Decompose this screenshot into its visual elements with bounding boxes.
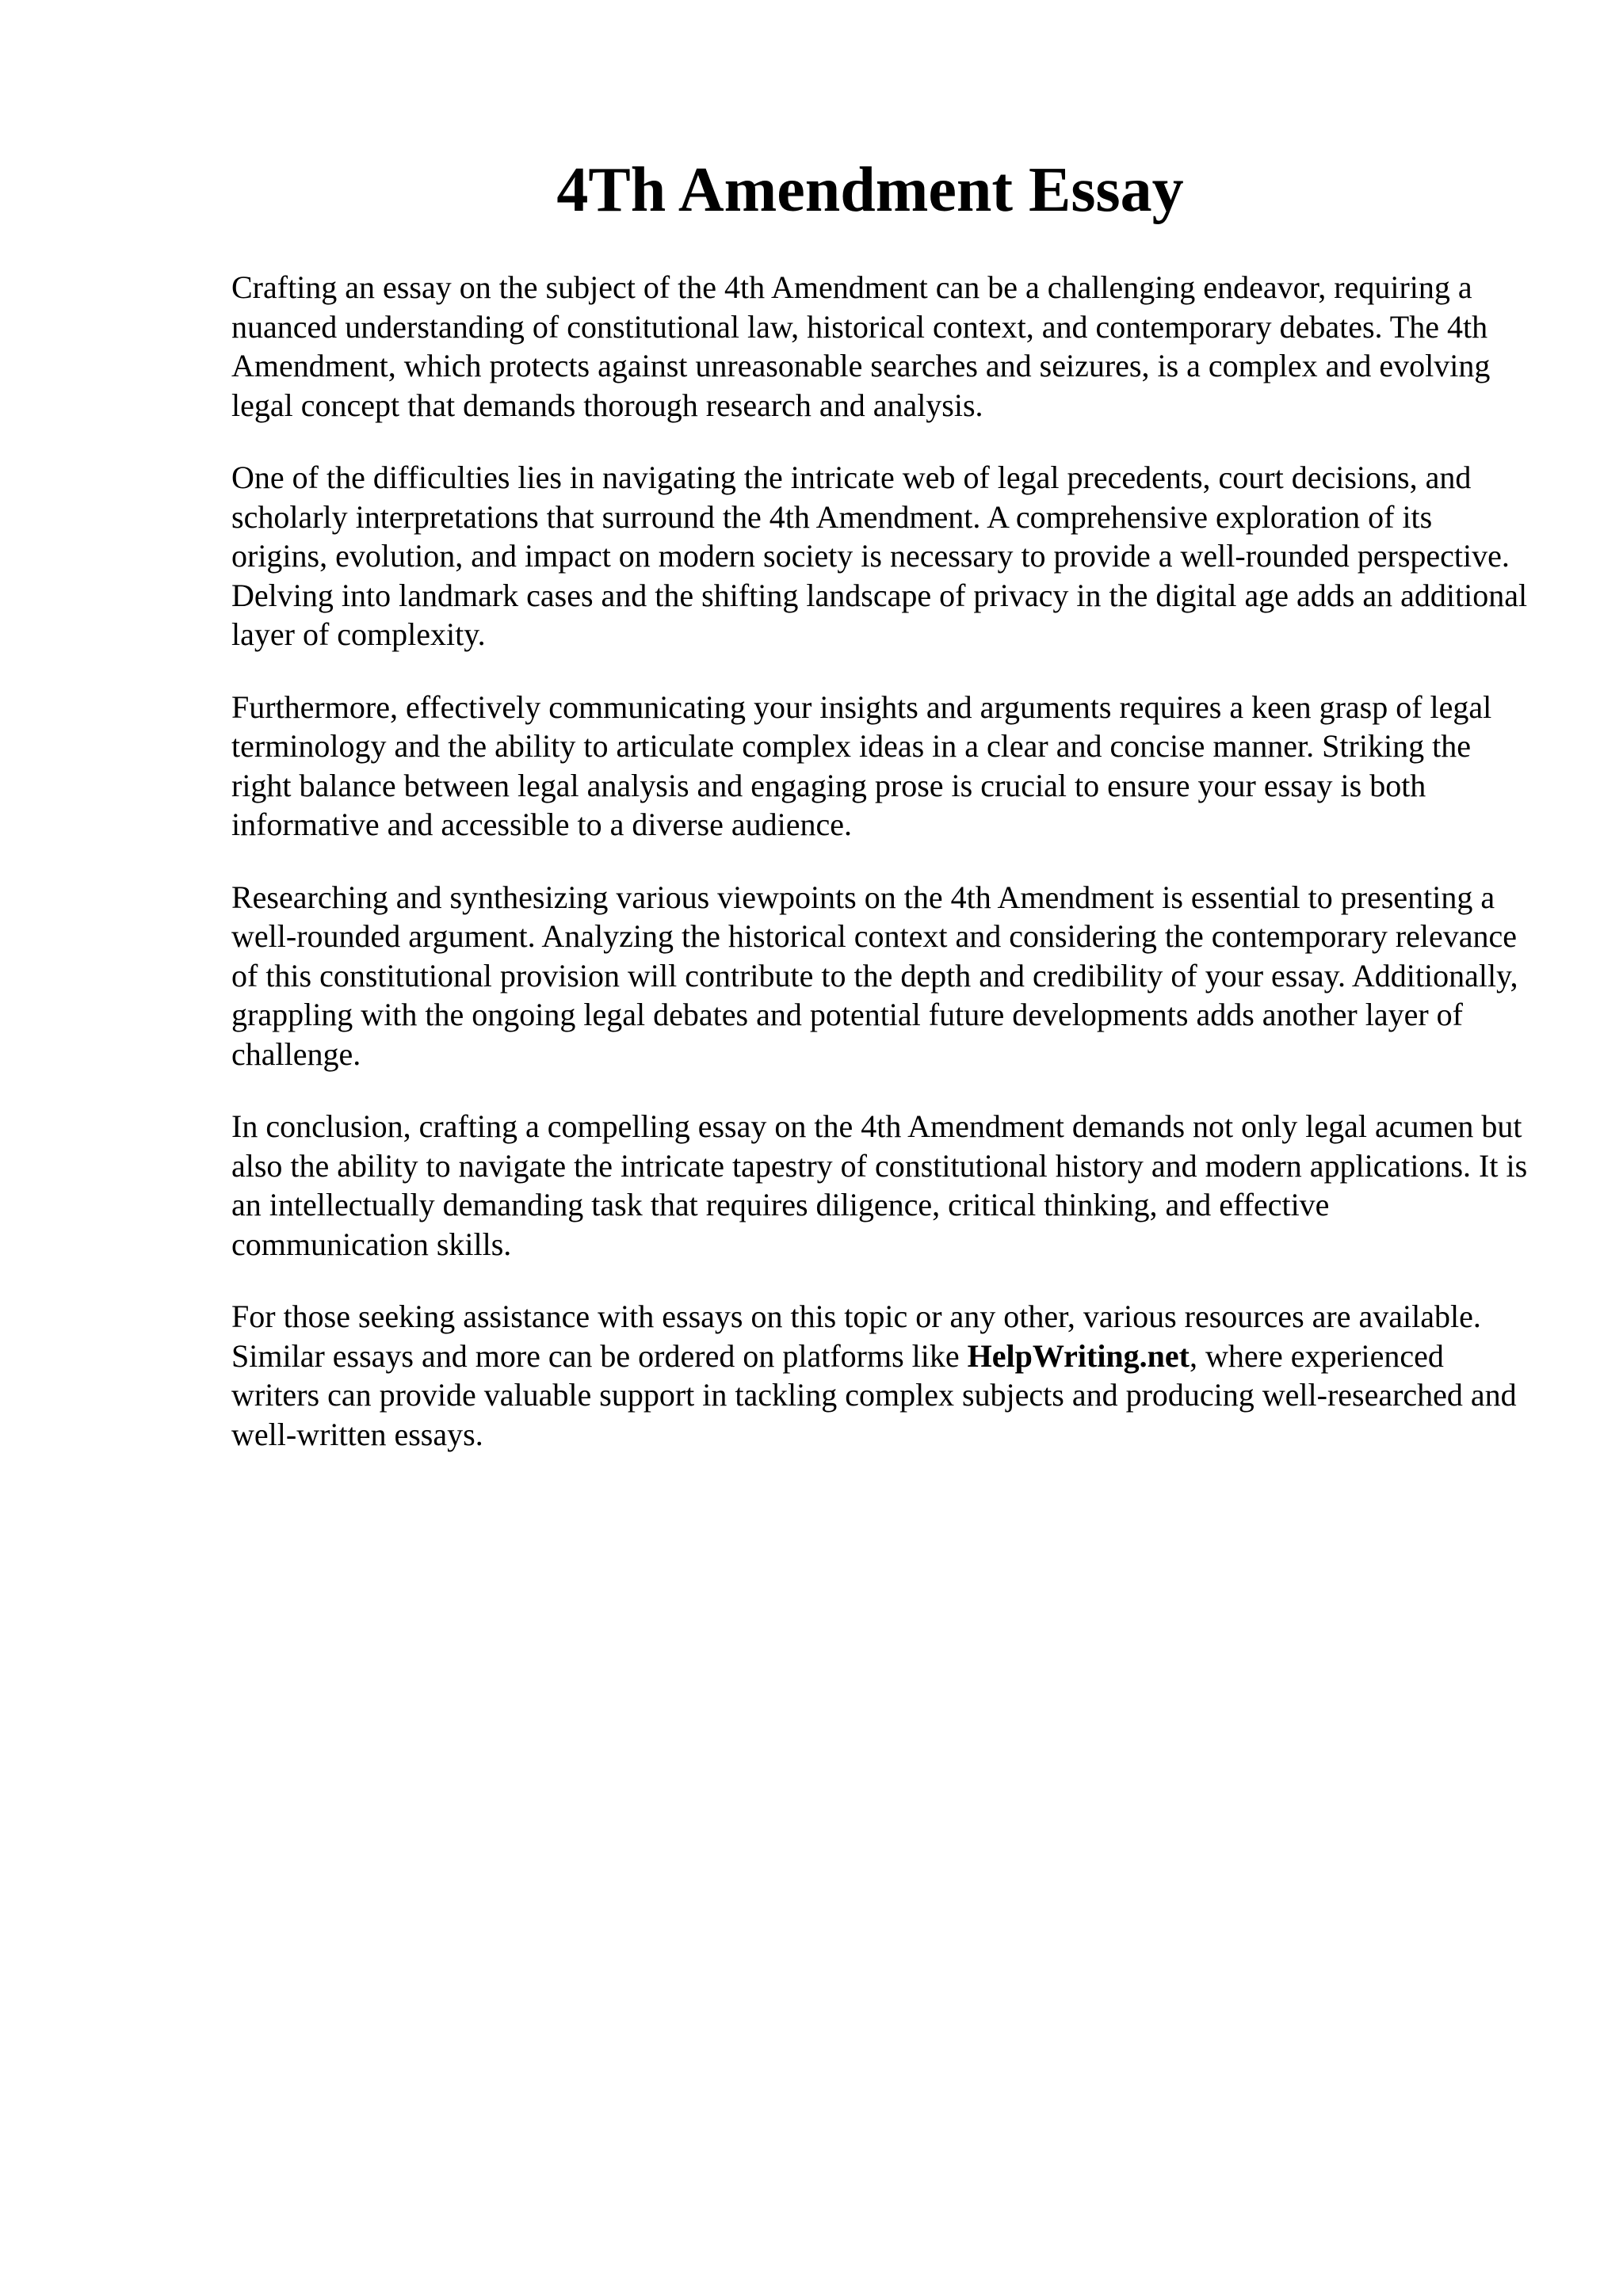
essay-body: [231, 268, 1531, 1487]
paragraph-5: In conclusion, crafting a compelling essay on the 4th Amendment demands not only legal acumen but also the ability to navigate the intricate tapestry of constitutional history and modern applications. It is an intellectually demanding task that requires diligence, critical thinking, and effective communication skills.: [231, 1108, 1528, 1262]
paragraph-6: [231, 1297, 1531, 1454]
paragraph-2: One of the difficulties lies in navigating the intricate web of legal precedents, court decisions, and scholarly interpretations that surround the 4th Amendment. A comprehensive exploration of its origins, evolution, and impact on modern society is necessary to provide a well-rounded perspective. Delving into landmark cases and the shifting landscape of privacy in the digital age adds an additional layer of complexity.: [231, 460, 1528, 652]
page-title: 4Th Amendment Essay: [556, 155, 1184, 225]
paragraph-4: Researching and synthesizing various viewpoints on the 4th Amendment is essential to presenting a well-rounded argument. Analyzing the historical context and considering the contemporary relevance of this constitutional provision will contribute to the depth and credibility of your essay. Additionally, grappling with the ongoing legal debates and potential future developments adds another layer of challenge.: [231, 879, 1518, 1072]
paragraph-1: Crafting an essay on the subject of the 4th Amendment can be a challenging endeavor, requiring a nuanced understanding of constitutional law, historical context, and contemporary debates. The 4th Amendment, which protects against unreasonable searches and seizures, is a complex and evolving legal concept that demands thorough research and analysis.: [231, 269, 1491, 423]
brand-link[interactable]: HelpWriting.net: [967, 1337, 1190, 1374]
paragraph-3: Furthermore, effectively communicating your insights and arguments requires a keen grasp of legal terminology and the ability to articulate complex ideas in a clear and concise manner. Striking the right balance between legal analysis and engaging prose is crucial to ensure your essay is both informative and accessible to a diverse audience.: [231, 688, 1492, 842]
paragraph-6-text-after: , where experienced writers can provide valuable support in tackling complex subjects and producing well-researched and well-written essays.: [231, 1337, 1517, 1452]
paragraph-6-text-before: For those seeking assistance with essays on this topic or any other, various resources are available. Similar essays and more can be ordered on platforms like: [231, 1299, 1481, 1374]
